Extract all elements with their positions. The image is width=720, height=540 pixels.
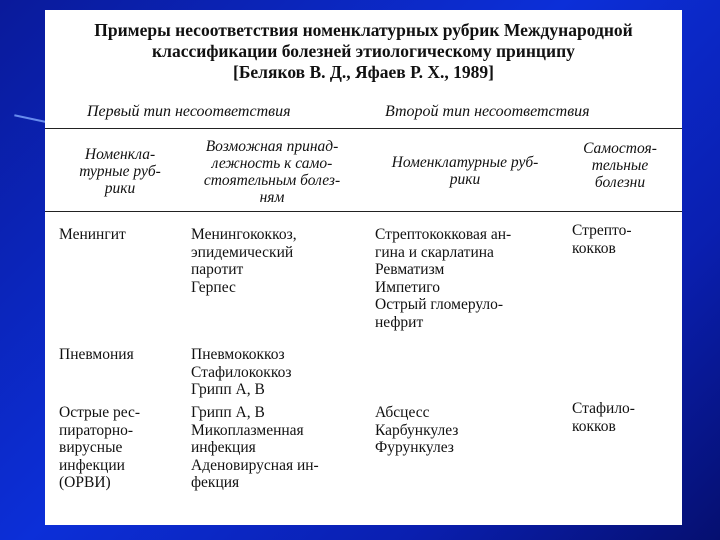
second-type-heading: Второй тип несоответствия bbox=[385, 103, 590, 120]
title-line-1: Примеры несоответствия номенклатурных рубрик Международной bbox=[94, 20, 633, 40]
row2-col1: Пневмония bbox=[59, 346, 134, 363]
page-title bbox=[45, 20, 682, 83]
row3-col4: Стафило- кокков bbox=[572, 400, 635, 435]
table-top-rule bbox=[45, 128, 682, 129]
row1-col3: Стрептококковая ан- гина и скарлатина Ревматизм Импетиго Острый гломеруло- нефрит bbox=[375, 226, 512, 331]
header-col-nomenclature-2: Номенклатурные руб- рики bbox=[391, 154, 539, 188]
mismatch-type-headings bbox=[45, 103, 682, 125]
row1-col1: Менингит bbox=[59, 226, 126, 243]
title-line-2: классификации болезней этиологическому принципу bbox=[152, 41, 575, 61]
row2-col2: Пневмококкоз Стафилококкоз Грипп А, В bbox=[191, 346, 292, 398]
header-bottom-rule bbox=[45, 211, 682, 212]
title-line-3: [Беляков В. Д., Яфаев Р. Х., 1989] bbox=[233, 62, 494, 82]
header-col-nomenclature-1: Номенкла- турные руб- рики bbox=[79, 146, 161, 197]
row1-col4: Стрепто- кокков bbox=[572, 222, 632, 257]
row3-col3: Абсцесс Карбункулез Фурункулез bbox=[375, 404, 459, 456]
row3-col2: Грипп А, В Микоплазменная инфекция Аденовирусная ин- фекция bbox=[191, 404, 319, 491]
header-col-possible-belonging: Возможная принад- лежность к само- стоятельным болез- ням bbox=[203, 138, 341, 206]
header-col-independent-diseases: Самостоя- тельные болезни bbox=[583, 140, 657, 191]
scanned-table-page bbox=[45, 10, 682, 525]
row3-col1: Острые рес- пираторно- вирусные инфекции (ОРВИ) bbox=[59, 404, 141, 491]
row1-col2: Менингококкоз, эпидемический паротит Герпес bbox=[191, 226, 297, 296]
first-type-heading: Первый тип несоответствия bbox=[87, 103, 291, 120]
